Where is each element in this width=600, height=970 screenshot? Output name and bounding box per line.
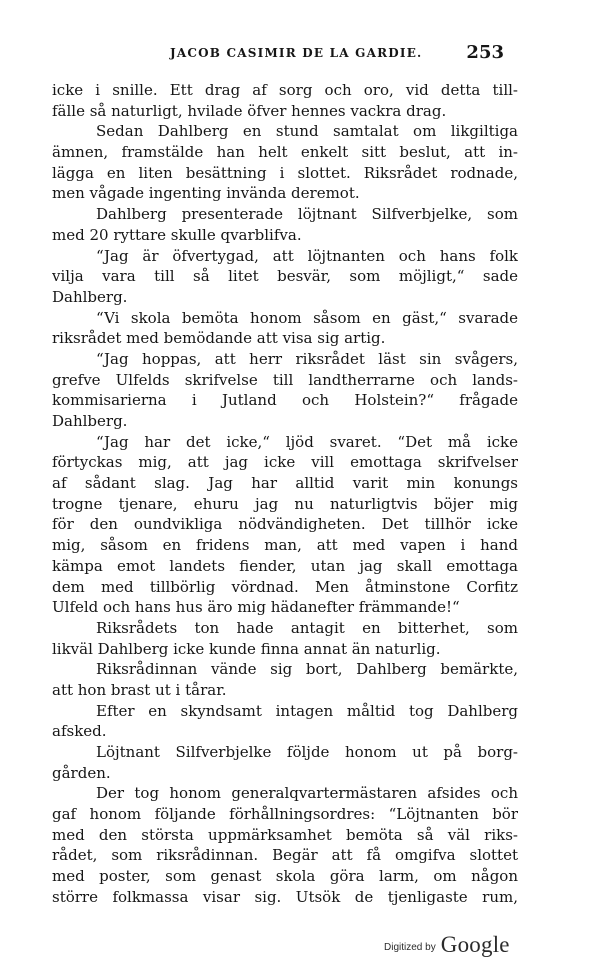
text-line: “Jag har det icke,“ ljöd svaret. “Det må icke xyxy=(96,432,518,451)
text-line: icke i snille. Ett drag af sorg och oro, vid detta till- xyxy=(52,81,518,99)
google-logo: Google xyxy=(440,932,510,957)
text-line: “Jag hoppas, att herr riksrådet läst sin svågers, xyxy=(96,349,518,368)
text-line: rådet, som riksrådinnan. Begär att få omgifva slottet xyxy=(52,846,518,865)
text-line: lägga en liten besättning i slottet. Riksrådet rodnade, xyxy=(52,163,518,182)
text-line: fälle så naturligt, hvilade öfver hennes vackra drag. xyxy=(52,101,447,120)
text-line: Der tog honom generalqvartermästaren afsides och xyxy=(96,784,518,803)
text-line: Ulfeld och hans hus äro mig hädanefter främmande!“ xyxy=(52,598,460,617)
text-line: ämnen, framstälde han helt enkelt sitt beslut, att in- xyxy=(52,143,518,162)
text-line: dem med tillbörlig vördnad. Men åtminstone Corfitz xyxy=(52,577,518,596)
text-line: större folkmassa visar sig. Utsök de tjenligaste rum, xyxy=(52,887,518,906)
digitized-by-label: Digitized by xyxy=(384,942,436,953)
text-line: kämpa emot landets fiender, utan jag skall emottaga xyxy=(52,556,518,575)
text-line: grefve Ulfelds skrifvelse till landtherrarne och lands- xyxy=(52,370,518,389)
text-line: Sedan Dahlberg en stund samtalat om likgiltiga xyxy=(96,122,518,141)
text-line: likväl Dahlberg icke kunde finna annat än naturlig. xyxy=(52,639,441,658)
text-line: Dahlberg. xyxy=(52,287,128,306)
text-line: gaf honom följande förhållningsordres: “Löjtnanten bör xyxy=(52,805,518,824)
page-number: 253 xyxy=(466,42,504,63)
text-line: med 20 ryttare skulle qvarblifva. xyxy=(52,225,302,244)
running-header xyxy=(52,42,504,66)
text-line: Löjtnant Silfverbjelke följde honom ut på borg- xyxy=(96,743,518,761)
text-line: kommisarierna i Jutland och Holstein?“ frågade xyxy=(52,391,518,410)
text-line: afsked. xyxy=(52,722,107,741)
text-line: att hon brast ut i tårar. xyxy=(52,680,227,699)
text-line: Riksrådinnan vände sig bort, Dahlberg bemärkte, xyxy=(96,660,518,679)
digitization-watermark xyxy=(384,932,510,958)
text-line: för den oundvikliga nödvändigheten. Det tillhör icke xyxy=(52,515,518,534)
text-line: gården. xyxy=(52,763,111,782)
page-body-text xyxy=(52,80,518,908)
text-line: “Jag är öfvertygad, att löjtnanten och hans folk xyxy=(96,246,518,265)
text-line: men vågade ingenting invända deremot. xyxy=(52,184,360,203)
text-line: Riksrådets ton hade antagit en bitterhet, som xyxy=(96,618,518,637)
text-line: vilja vara till så litet besvär, som möjligt,“ sade xyxy=(52,267,518,286)
text-line: med poster, som genast skola göra larm, om någon xyxy=(52,867,518,886)
text-line: trogne tjenare, ehuru jag nu naturligtvis böjer mig xyxy=(52,494,518,513)
text-line: Dahlberg presenterade löjtnant Silfverbjelke, som xyxy=(96,205,518,224)
text-line: förtyckas mig, att jag icke vill emottaga skrifvelser xyxy=(52,453,518,472)
text-line: Efter en skyndsamt intagen måltid tog Dahlberg xyxy=(96,701,518,720)
text-line: “Vi skola bemöta honom såsom en gäst,“ svarade xyxy=(96,308,518,327)
text-line: Dahlberg. xyxy=(52,412,128,430)
text-line: med den största uppmärksamhet bemöta så väl riks- xyxy=(52,825,518,844)
text-line: af sådant slag. Jag har alltid varit min konungs xyxy=(52,474,518,493)
text-line: mig, såsom en fridens man, att med vapen i hand xyxy=(52,536,518,555)
text-line: riksrådet med bemödande att visa sig artig. xyxy=(52,329,386,348)
running-head-title: JACOB CASIMIR DE LA GARDIE. xyxy=(170,46,423,60)
